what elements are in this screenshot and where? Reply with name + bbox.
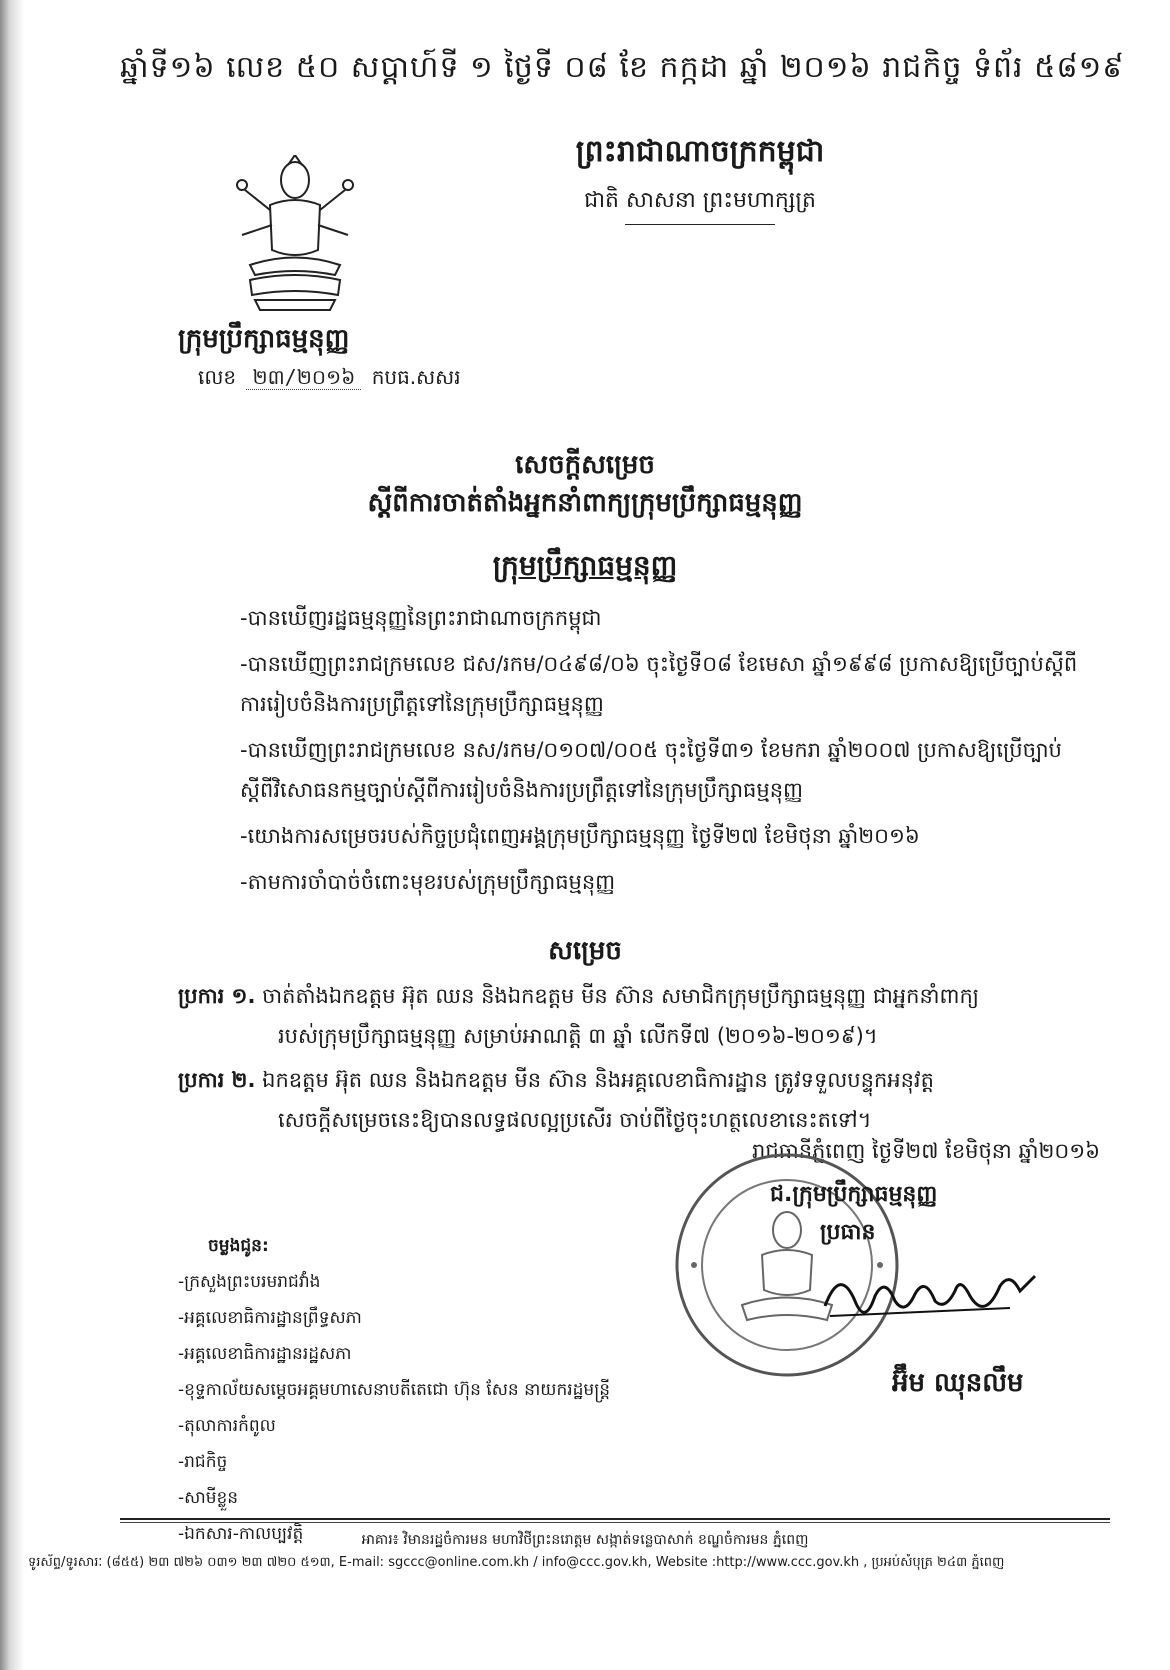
article-label: ប្រការ ១.: [178, 984, 256, 1008]
ornament-divider: [625, 224, 775, 225]
handwritten-signature: [820, 1256, 1040, 1336]
preamble: [240, 598, 1100, 908]
signer-name: អ៊ឹម ឈុនលឹម: [892, 1368, 1024, 1398]
kingdom-header: [540, 132, 860, 225]
article-1: [178, 976, 1098, 1056]
article-text: ឯកឧត្តម អ៊ុត ឈន និងឯកឧត្តម មីន ស៊ាន និងអគ្គលេខាធិការដ្ឋាន ត្រូវទទួលបន្ទុកអនុវត្ត: [262, 1068, 934, 1092]
ref-suffix: កបធ.សសរ: [371, 365, 461, 389]
ref-prefix: លេខ: [198, 365, 237, 389]
cc-item: -ឯកសារ-កាលប្បវត្តិ: [178, 1524, 304, 1544]
ref-number-handwritten: ២៣/២០១៦: [246, 365, 361, 390]
article-2: [178, 1060, 1098, 1140]
signature-block: [770, 1180, 1010, 1250]
date-place-line: រាជធានីភ្នំពេញ ថ្ងៃទី២៧ ខែមិថុនា ឆ្នាំ២០១៦: [752, 1139, 1100, 1163]
cc-item: -តុលាការកំពូល: [178, 1416, 276, 1436]
article-continuation: របស់ក្រុមប្រឹក្សាធម្មនុញ្ញ សម្រាប់អាណត្តិ ៣ ឆ្នាំ លើកទី៧ (២០១៦-២០១៩)។: [278, 1024, 878, 1048]
footer-contact: ទូរស័ព្ទ/ទូរសារៈ (៨៥៥) ២៣ ៧២៦ ០៣១ ២៣ ៧២០ ៥១៣, E-mail: sgccc@online.com.kh / info@ccc.gov.kh, Website :http://www.ccc.gov.kh , ប្រអប់សំបុត្រ ២៤៣ ភ្នំពេញ: [28, 1555, 1005, 1570]
article-text: ចាត់តាំងឯកឧត្តម អ៊ុត ឈន និងឯកឧត្តម មីន ស៊ាន សមាជិកក្រុមប្រឹក្សាធម្មនុញ្ញ ជាអ្នកនាំពាក្យ: [262, 984, 980, 1008]
cc-item: -រាជកិច្ច: [178, 1452, 228, 1472]
article-continuation: សេចក្តីសម្រេចនេះឱ្យបានលទ្ធផលល្អប្រសើរ ចាប់ពីថ្ងៃចុះហត្ថលេខានេះតទៅ។: [278, 1108, 872, 1132]
cc-list: [178, 1228, 610, 1552]
preamble-item: -យោងការសម្រេចរបស់កិច្ចប្រជុំពេញអង្គក្រុមប្រឹក្សាធម្មនុញ្ញ ថ្ងៃទី២៧ ខែមិថុនា ឆ្នាំ២០១៦: [240, 824, 920, 848]
footer-address: អាគារ៖ វិមានរដ្ឋចំការមន មហាវិថីព្រះនរោត្តម សង្កាត់ទន្លេបាសាក់ ខណ្ឌចំការមន ភ្នំពេញ: [361, 1532, 809, 1548]
cc-item: -អគ្គលេខាធិការដ្ឋានព្រឹទ្ធសភា: [178, 1308, 362, 1328]
council-emblem-icon: [230, 155, 360, 315]
cc-item: -អគ្គលេខាធិការដ្ឋានរដ្ឋសភា: [178, 1344, 352, 1364]
issuer-name: ក្រុមប្រឹក្សាធម្មនុញ្ញ: [178, 324, 350, 354]
reference-number: [198, 364, 461, 394]
kingdom-motto: ជាតិ សាសនា ព្រះមហាក្សត្រ: [584, 188, 816, 213]
footer-rule: [120, 1518, 1110, 1520]
document-subject: ស្តីពីការចាត់តាំងអ្នកនាំពាក្យក្រុមប្រឹក្សាធម្មនុញ្ញ: [367, 488, 803, 518]
signature-office: ជ.ក្រុមប្រឹក្សាធម្មនុញ្ញ: [770, 1182, 938, 1207]
document-type: សេចក្តីសម្រេច: [515, 450, 655, 480]
preamble-item: -បានឃើញរដ្ឋធម្មនុញ្ញនៃព្រះរាជាណាចក្រកម្ពុជា: [240, 606, 602, 630]
preamble-item: -បានឃើញព្រះរាជក្រមលេខ នស/រកម/០១០៧/០០៥ ចុះថ្ងៃទី៣១ ខែមករា ឆ្នាំ២០០៧ ប្រកាសឱ្យប្រើច្បាប់ស្តីពីវិសោធនកម្មច្បាប់ស្តីពីការរៀបចំនិងការប្រព្រឹត្តទៅនៃក្រុមប្រឹក្សាធម្មនុញ្ញ: [240, 738, 1062, 802]
articles: [178, 976, 1098, 1144]
preamble-item: -បានឃើញព្រះរាជក្រមលេខ ជស/រកម/០៤៩៨/០៦ ចុះថ្ងៃទី០៨ ខែមេសា ឆ្នាំ១៩៩៨ ប្រកាសឱ្យប្រើច្បាប់ស្តីពីការរៀបចំនិងការប្រព្រឹត្តទៅនៃក្រុមប្រឹក្សាធម្មនុញ្ញ: [240, 652, 1078, 716]
article-label: ប្រការ ២.: [178, 1068, 256, 1092]
cc-item: -សាមីខ្លួន: [178, 1488, 239, 1508]
preamble-item: -តាមការចាំបាច់ចំពោះមុខរបស់ក្រុមប្រឹក្សាធម្មនុញ្ញ: [240, 870, 616, 894]
footer-rule-thin: [120, 1522, 1110, 1523]
cc-title: ចម្លងជូន:: [208, 1236, 269, 1256]
document-authority: ក្រុមប្រឹក្សាធម្មនុញ្ញ: [492, 549, 678, 582]
signature-title: ប្រធាន: [820, 1220, 876, 1245]
kingdom-name: ព្រះរាជាណាចក្រកម្ពុជា: [575, 134, 825, 169]
scan-edge-shadow: [0, 0, 24, 1670]
cc-item: -ខុទ្ទកាល័យសម្តេចអគ្គមហាសេនាបតីតេជោ ហ៊ុន សែន នាយករដ្ឋមន្ត្រី: [178, 1380, 611, 1400]
cc-item: -ក្រសួងព្រះបរមរាជវាំង: [178, 1272, 321, 1292]
gazette-header: ឆ្នាំទី១៦ លេខ ៥០ សប្តាហ៍ទី ១ ថ្ងៃទី ០៨ ខែ កក្កដា ឆ្នាំ ២០១៦ រាជកិច្ច ទំព័រ ៥៨១៩: [120, 50, 1125, 85]
decision-heading: សម្រេច: [548, 936, 622, 966]
